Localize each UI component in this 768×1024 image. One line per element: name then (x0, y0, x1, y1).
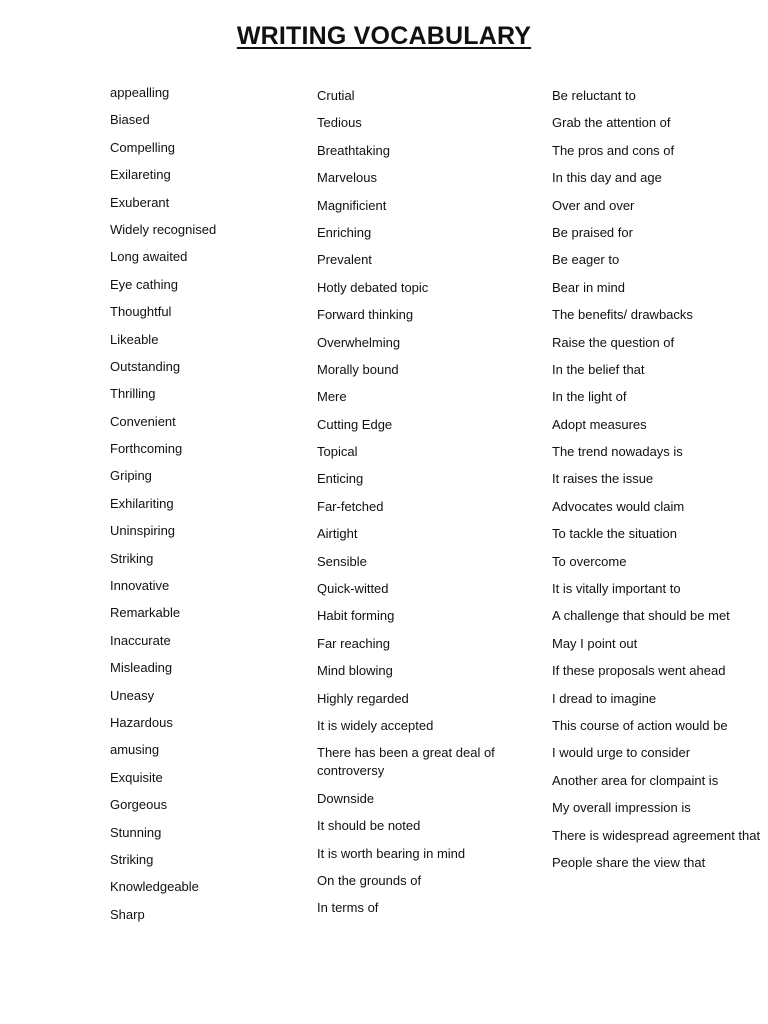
vocabulary-item: Convenient (110, 413, 176, 429)
vocabulary-item: Far-fetched (317, 498, 384, 514)
vocabulary-item: Exquisite (110, 769, 163, 785)
vocabulary-item: Stunning (110, 824, 162, 840)
vocabulary-item: Enticing (317, 471, 364, 487)
vocabulary-item: Widely recognised (110, 221, 217, 237)
vocabulary-item: It is widely accepted (317, 717, 434, 733)
vocabulary-item: The pros and cons of (552, 142, 675, 158)
vocabulary-item: Crutial (317, 88, 355, 103)
vocabulary-item: There has been a great deal of controversy (317, 745, 495, 779)
vocabulary-item: Griping (110, 468, 152, 484)
vocabulary-item: Enriching (317, 224, 372, 240)
vocabulary-item: Mere (317, 389, 347, 405)
vocabulary-item: My overall impression is (552, 800, 691, 816)
vocabulary-item: Magnificient (317, 197, 387, 213)
vocabulary-item: Outstanding (110, 358, 181, 374)
vocabulary-item: Be eager to (552, 252, 620, 268)
vocabulary-item: The trend nowadays is (552, 444, 683, 460)
vocabulary-item: Downside (317, 790, 375, 806)
vocabulary-item: In the belief that (552, 361, 645, 377)
vocabulary-item: Hazardous (110, 714, 173, 730)
vocabulary-item: Airtight (317, 526, 358, 542)
vocabulary-item: Another area for clompaint is (552, 772, 719, 788)
vocabulary-item: Biased (110, 112, 150, 128)
vocabulary-column-adjectives (110, 84, 300, 933)
vocabulary-item: Sharp (110, 906, 145, 922)
vocabulary-item: Far reaching (317, 635, 390, 651)
vocabulary-item: Striking (110, 550, 154, 566)
vocabulary-item: It is worth bearing in mind (317, 845, 466, 861)
vocabulary-item: The benefits/ drawbacks (552, 307, 693, 323)
vocabulary-item: It should be noted (317, 818, 421, 834)
vocabulary-item: To tackle the situation (552, 526, 678, 542)
vocabulary-item: Thrilling (110, 386, 156, 402)
vocabulary-item: This course of action would be (552, 717, 728, 733)
vocabulary-item: Over and over (552, 197, 635, 213)
vocabulary-item: Advocates would claim (552, 498, 685, 514)
page-title (0, 22, 768, 51)
vocabulary-item: People share the view that (552, 854, 706, 870)
vocabulary-item: Striking (110, 851, 154, 867)
vocabulary-item: There is widespread agreement that (552, 827, 761, 843)
vocabulary-item: Gorgeous (110, 797, 168, 813)
vocabulary-item: Eye cathing (110, 276, 178, 292)
vocabulary-item: Innovative (110, 578, 170, 594)
vocabulary-item: Inaccurate (110, 632, 171, 648)
vocabulary-item: Habit forming (317, 608, 395, 624)
vocabulary-item: It raises the issue (552, 471, 654, 487)
vocabulary-item: Exhilariting (110, 495, 174, 511)
vocabulary-item: Marvelous (317, 170, 377, 186)
vocabulary-item: Topical (317, 444, 358, 460)
vocabulary-item: Long awaited (110, 249, 188, 265)
vocabulary-item: Remarkable (110, 605, 181, 621)
vocabulary-item: Quick-witted (317, 581, 389, 597)
vocabulary-item: Grab the attention of (552, 115, 671, 131)
vocabulary-column-expressions (317, 87, 532, 927)
vocabulary-item: On the grounds of (317, 872, 422, 888)
vocabulary-item: Uninspiring (110, 523, 176, 539)
vocabulary-item: Tedious (317, 115, 362, 131)
vocabulary-item: Exuberant (110, 194, 170, 210)
vocabulary-item: Exilareting (110, 167, 171, 183)
vocabulary-item: In the light of (552, 389, 627, 405)
vocabulary-item: In this day and age (552, 170, 662, 186)
vocabulary-item: Knowledgeable (110, 879, 199, 895)
vocabulary-item: Be reluctant to (552, 88, 636, 103)
vocabulary-item: I dread to imagine (552, 690, 657, 706)
vocabulary-item: Sensible (317, 553, 367, 569)
vocabulary-item: Overwhelming (317, 334, 401, 350)
vocabulary-item: In terms of (317, 900, 379, 916)
vocabulary-item: If these proposals went ahead (552, 663, 726, 679)
vocabulary-item: Misleading (110, 660, 173, 676)
vocabulary-item: Highly regarded (317, 690, 409, 706)
vocabulary-item: Uneasy (110, 687, 155, 703)
vocabulary-item: Compelling (110, 139, 176, 155)
vocabulary-item: I would urge to consider (552, 745, 691, 761)
vocabulary-column-phrases (552, 87, 762, 881)
vocabulary-item: Likeable (110, 331, 159, 347)
vocabulary-item: May I point out (552, 635, 638, 651)
vocabulary-item: amusing (110, 742, 160, 758)
vocabulary-item: Adopt measures (552, 416, 647, 432)
vocabulary-item: Breathtaking (317, 142, 390, 158)
vocabulary-item: Cutting Edge (317, 416, 393, 432)
vocabulary-item: Thoughtful (110, 304, 172, 320)
vocabulary-item: Hotly debated topic (317, 279, 429, 295)
page-title-text: WRITING VOCABULARY (236, 22, 532, 50)
vocabulary-item: A challenge that should be met (552, 608, 730, 624)
vocabulary-item: To overcome (552, 553, 627, 569)
vocabulary-item: Forthcoming (110, 441, 183, 457)
vocabulary-item: Be praised for (552, 224, 633, 240)
vocabulary-item: Prevalent (317, 252, 372, 268)
vocabulary-item: It is vitally important to (552, 581, 681, 597)
vocabulary-item: Raise the question of (552, 334, 675, 350)
vocabulary-item: Bear in mind (552, 279, 625, 295)
vocabulary-item: appealling (110, 85, 170, 100)
vocabulary-item: Mind blowing (317, 663, 393, 679)
vocabulary-item: Morally bound (317, 361, 399, 377)
vocabulary-item: Forward thinking (317, 307, 414, 323)
